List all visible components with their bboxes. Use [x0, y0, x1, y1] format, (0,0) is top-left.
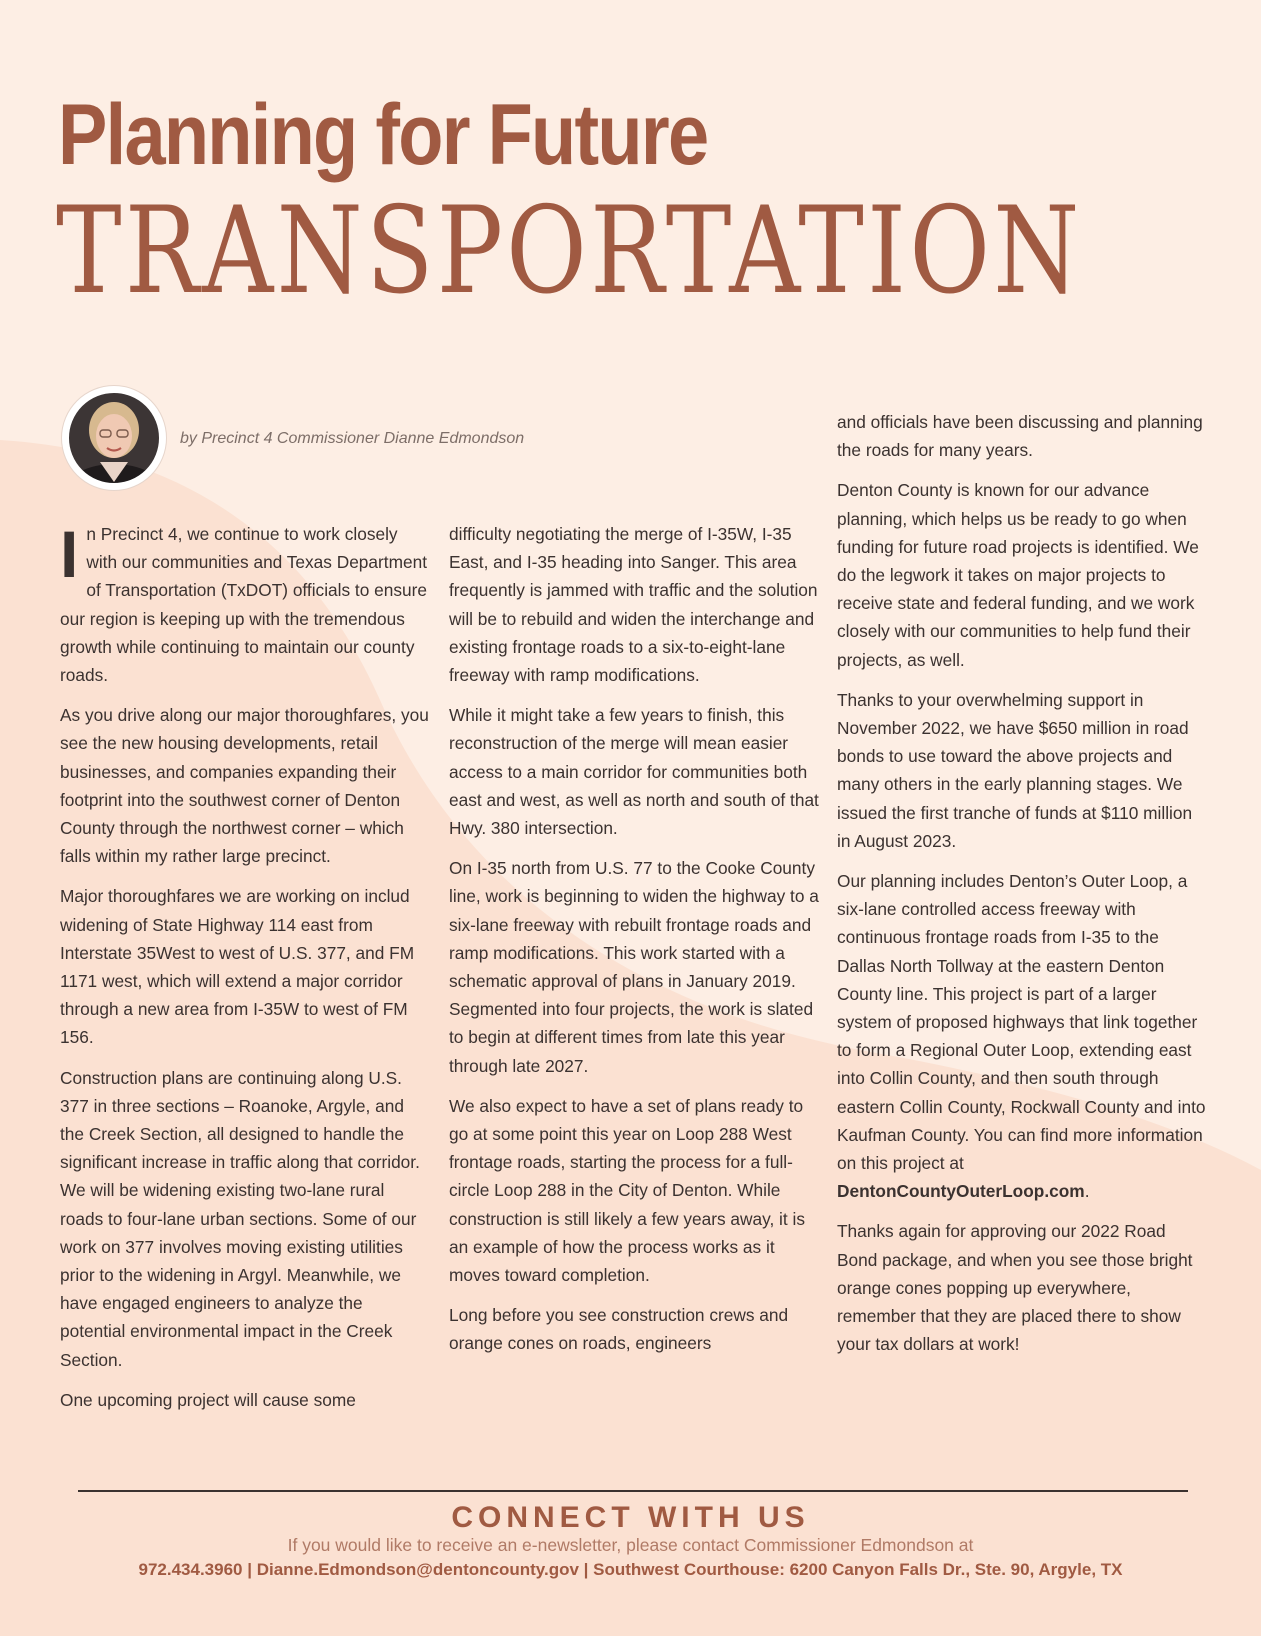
- paragraph: Major thoroughfares we are working on includ widening of State Highway 114 east from Interstate 35West to west of U.S. 377, and FM 1171 west, which will extend a major corridor through a new area from I-35W to west of FM 156.: [60, 886, 415, 1048]
- paragraph: In Precinct 4, we continue to work closely with our communities and Texas Department of Transportation (TxDOT) officials to ensure our region is keeping up with the tremendous growth while continuing to maintain our county roads.: [60, 517, 428, 686]
- article-column-2: [449, 520, 819, 1358]
- paragraph: As you drive along our major thoroughfares, you see the new housing developments, retail businesses, and companies expanding their footprint into the southwest corner of Denton County through the northwest corner – which falls within my rather large precinct.: [60, 705, 429, 867]
- connect-heading: CONNECT WITH US: [451, 1501, 810, 1534]
- paragraph: Construction plans are continuing along U.S. 377 in three sections – Roanoke, Argyle, and the Creek Section, all designed to handle the significant increase in traffic along that corridor. We will be widening existing two-lane rural roads to four-lane urban sections. Some of our work on 377 involves moving existing utilities prior to the widening in Argyl. Meanwhile, we have engaged engineers to analyze the potential environmental impact in the Creek Section.: [60, 1067, 420, 1370]
- title-line-1: Planning for Future: [58, 87, 708, 183]
- article-column-1: [60, 517, 430, 1414]
- outer-loop-link[interactable]: DentonCountyOuterLoop.com: [837, 1181, 1085, 1202]
- paragraph: While it might take a few years to finish, this reconstruction of the merge will mean easier access to a main corridor for communities both east and west, as well as north and south of that Hwy. 380 intersection.: [449, 705, 819, 839]
- drop-cap: I: [60, 517, 79, 591]
- paragraph: Thanks again for approving our 2022 Road Bond package, and when you see those bright orange cones popping up everywhere, remember that they are placed there to show your tax dollars at work!: [837, 1221, 1193, 1355]
- paragraph: difficulty negotiating the merge of I-35W, I-35 East, and I-35 heading into Sanger. This area frequently is jammed with traffic and the solution will be to rebuild and widen the interchange and existing frontage roads to a six-to-eight-lane freeway with ramp modifications.: [449, 524, 818, 686]
- paragraph: and officials have been discussing and planning the roads for many years.: [837, 412, 1203, 461]
- paragraph: Long before you see construction crews and orange cones on roads, engineers: [449, 1305, 789, 1354]
- paragraph: Our planning includes Denton’s Outer Loop, a six-lane controlled access freeway with continuous frontage roads from I-35 to the Dallas North Tollway at the eastern Denton County line. This project is part of a larger system of proposed highways that link together to form a Regional Outer Loop, extending east into Collin County, and then south through eastern Collin County, Rockwall County and into Kaufman County. You can find more information on this project at DentonCountyOuterLoop.com.: [837, 871, 1206, 1202]
- contact-info[interactable]: 972.434.3960 | Dianne.Edmondson@dentoncounty.gov | Southwest Courthouse: 6200 Canyon Falls Dr., Ste. 90, Argyle, TX: [138, 1560, 1123, 1579]
- paragraph: We also expect to have a set of plans ready to go at some point this year on Loop 288 West frontage roads, starting the process for a full-circle Loop 288 in the City of Denton. While construction is still likely a few years away, it is an example of how the process works as it moves toward completion.: [449, 1095, 805, 1286]
- paragraph: Thanks to your overwhelming support in November 2022, we have $650 million in road bonds to use toward the above projects and many others in the early planning stages. We issued the first tranche of funds at $110 million in August 2023.: [837, 689, 1193, 851]
- paragraph: On I-35 north from U.S. 77 to the Cooke County line, work is beginning to widen the highway to a six-lane freeway with rebuilt frontage roads and ramp modifications. This work started with a schematic approval of plans in January 2019. Segmented into four projects, the work is slated to begin at different times from late this year through late 2027.: [449, 858, 819, 1076]
- paragraph: Denton County is known for our advance planning, which helps us be ready to go when funding for future road projects is identified. We do the legwork it takes on major projects to receive state and federal funding, and we work closely with our communities to help fund their projects, as well.: [837, 480, 1199, 670]
- connect-subtext: If you would like to receive an e-newsletter, please contact Commissioner Edmondson at: [287, 1535, 974, 1555]
- paragraph: One upcoming project will cause some: [60, 1389, 356, 1410]
- byline: by Precinct 4 Commissioner Dianne Edmondson: [180, 430, 525, 447]
- footer-divider: [78, 1490, 1188, 1492]
- title-line-2: TRANSPORTATION: [56, 182, 1083, 321]
- article-column-3: [837, 408, 1209, 1359]
- commissioner-portrait-icon: [62, 386, 166, 490]
